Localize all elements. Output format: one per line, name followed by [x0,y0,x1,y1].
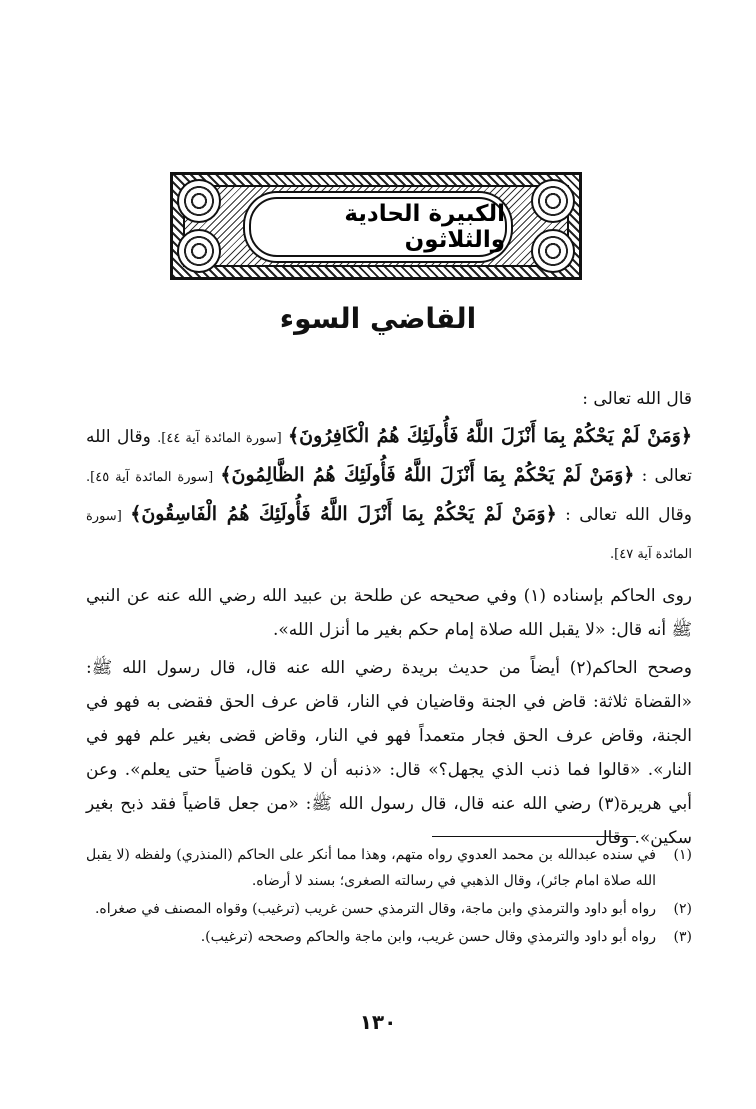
chapter-title: الكبيرة الحادية والثلاثون [344,201,505,253]
page-number: ١٣٠ [359,1010,397,1034]
verse-2-source: [سورة المائدة آية ٤٥]. [86,470,214,485]
footnote-text: رواه أبو داود والترمذي وابن ماجة، وقال الترمذي حسن غريب (ترغيب) وقواه المصنف في صغراه. [94,901,656,917]
corner-ornament-icon [531,229,575,273]
footnote-number: (٣) [673,929,692,945]
verse-2: ﴿وَمَنْ لَمْ يَحْكُمْ بِمَا أَنْزَلَ اللَّهُ فَأُولَئِكَ هُمُ الظَّالِمُونَ﴾ [220,464,635,486]
ornamental-title-frame [170,172,582,280]
paragraph-2: وصحح الحاكم(٢) أيضاً من حديث بريدة رضي الله عنه قال، قال رسول الله ﷺ: «القضاة ثلاثة: قاض في الجنة وقاضيان في النار، قاض عرف الحق فقضى به فهو في الجنة، وقاض عرف الحق فجار متعمداً فهو في النار، وقاض قضى بغير علم فهو في النار». «قالوا فما ذنب الذي يجهل؟» قال: «ذنبه أن لا يكون قاضياً حتى يعلم». وعن أبي هريرة(٣) رضي الله عنه قال، قال رسول الله ﷺ: «من جعل قاضياً فقد ذبح بغير سكين». وقال [86,658,693,848]
footnote-text: رواه أبو داود والترمذي وقال حسن غريب، وابن ماجة والحاكم وصححه (ترغيب). [200,929,656,945]
title-plaque [249,197,507,257]
verse-3: ﴿وَمَنْ لَمْ يَحْكُمْ بِمَا أَنْزَلَ اللَّهُ فَأُولَئِكَ هُمُ الْفَاسِقُونَ﴾ [130,503,557,525]
verses-block [86,418,692,573]
verse-1: ﴿وَمَنْ لَمْ يَحْكُمْ بِمَا أَنْزَلَ اللَّهُ فَأُولَئِكَ هُمُ الْكَافِرُونَ﴾ [287,425,693,447]
footnote-divider [432,836,636,837]
verse-2-intro: وقال الله تعالى : [86,427,693,486]
corner-ornament-icon [177,229,221,273]
verse-3-intro: وقال الله تعالى : [565,505,693,525]
footnote-number: (٢) [673,901,692,917]
section-subtitle: القاضي السوء [279,302,477,335]
footnote-text: في سنده عبدالله بن محمد العدوي رواه متهم، وهذا مما أنكر على الحاكم (المنذري) ولفظه (لا يقبل الله صلاة امام جائر)، وقال الذهبي في رسالته الصغرى؛ بسند لا أرضاه. [86,847,656,889]
corner-ornament-icon [531,179,575,223]
corner-ornament-icon [177,179,221,223]
main-text [86,382,692,859]
footnote [86,924,692,950]
paragraph-1: روى الحاكم بإسناده (١) وفي صحيحه عن طلحة بن عبيد الله رضي الله عنه عن النبي ﷺ أنه قال: «لا يقبل الله صلاة إمام حكم بغير ما أنزل الله». [86,586,692,640]
verse-1-source: [سورة المائدة آية ٤٤]. [157,431,282,446]
footnotes [86,842,692,952]
intro-line: قال الله تعالى : [582,389,692,409]
verse-3-source: [سورة المائدة آية ٤٧]. [86,509,692,562]
footnote-number: (١) [673,847,692,863]
footnote [86,896,692,922]
footnote [86,842,692,894]
